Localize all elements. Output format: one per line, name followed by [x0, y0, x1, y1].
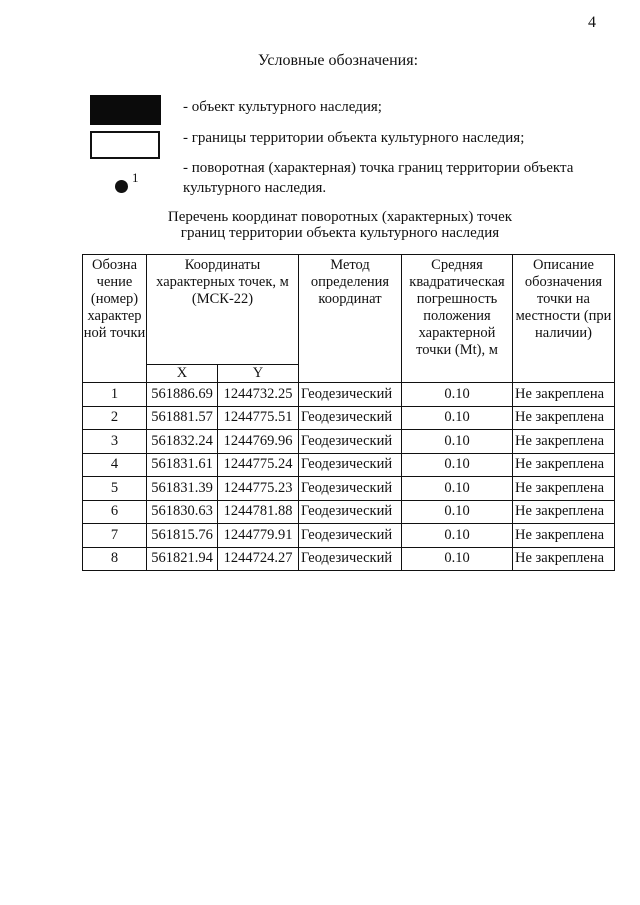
method-value: Геодезический [299, 453, 402, 477]
header-description: Описание обозначения точки на местности (при наличии) [513, 255, 615, 383]
coordinates-table [82, 254, 615, 571]
description-value: Не закреплена [513, 500, 615, 524]
description-value: Не закреплена [513, 477, 615, 501]
x-value: 561815.76 [147, 524, 218, 548]
point-number: 5 [83, 477, 147, 501]
accuracy-value: 0.10 [402, 524, 513, 548]
accuracy-value: 0.10 [402, 500, 513, 524]
header-coordinates: Координаты характерных точек, м (МСК-22) [147, 255, 299, 365]
x-value: 561831.39 [147, 477, 218, 501]
method-value: Геодезический [299, 524, 402, 548]
point-number: 6 [83, 500, 147, 524]
point-number: 1 [83, 383, 147, 407]
legend-item-point-label: - поворотная (характерная) точка границ территории объекта культурного наследия. [183, 160, 574, 196]
method-value: Геодезический [299, 477, 402, 501]
description-value: Не закреплена [513, 524, 615, 548]
turning-point-marker-label: 1 [132, 170, 139, 185]
table-row [83, 547, 615, 571]
accuracy-value: 0.10 [402, 383, 513, 407]
coordinates-list-title [150, 209, 530, 241]
header-y: Y [218, 365, 299, 383]
y-value: 1244775.23 [218, 477, 299, 501]
accuracy-value: 0.10 [402, 406, 513, 430]
header-method: Метод определения координат [299, 255, 402, 383]
header-accuracy: Средняя квадратическая погрешность положения характерной точки (Mt), м [402, 255, 513, 383]
header-x: X [147, 365, 218, 383]
table-row [83, 477, 615, 501]
table-row [83, 430, 615, 454]
y-value: 1244732.25 [218, 383, 299, 407]
table-row [83, 383, 615, 407]
list-title-line-2: границ территории объекта культурного наследия [180, 225, 500, 241]
legend-item-object-label: - объект культурного наследия; [183, 99, 382, 115]
x-value: 561821.94 [147, 547, 218, 571]
accuracy-value: 0.10 [402, 477, 513, 501]
point-number: 3 [83, 430, 147, 454]
x-value: 561831.61 [147, 453, 218, 477]
y-value: 1244779.91 [218, 524, 299, 548]
point-number: 2 [83, 406, 147, 430]
table-row [83, 500, 615, 524]
y-value: 1244775.51 [218, 406, 299, 430]
accuracy-value: 0.10 [402, 430, 513, 454]
description-value: Не закреплена [513, 406, 615, 430]
description-value: Не закреплена [513, 453, 615, 477]
method-value: Геодезический [299, 406, 402, 430]
x-value: 561881.57 [147, 406, 218, 430]
point-number: 4 [83, 453, 147, 477]
table-row [83, 406, 615, 430]
y-value: 1244775.24 [218, 453, 299, 477]
header-designation: Обозна чение (номер) характер ной точки [83, 255, 147, 383]
y-value: 1244769.96 [218, 430, 299, 454]
x-value: 561830.63 [147, 500, 218, 524]
legend-item-boundary-label: - границы территории объекта культурного наследия; [183, 130, 525, 146]
method-value: Геодезический [299, 383, 402, 407]
y-value: 1244724.27 [218, 547, 299, 571]
x-value: 561832.24 [147, 430, 218, 454]
description-value: Не закреплена [513, 430, 615, 454]
description-value: Не закреплена [513, 383, 615, 407]
accuracy-value: 0.10 [402, 453, 513, 477]
table-row [83, 524, 615, 548]
legend-title: Условные обозначения: [258, 52, 419, 69]
heritage-object-symbol [90, 95, 161, 125]
method-value: Геодезический [299, 500, 402, 524]
method-value: Геодезический [299, 430, 402, 454]
y-value: 1244781.88 [218, 500, 299, 524]
table-row [83, 453, 615, 477]
x-value: 561886.69 [147, 383, 218, 407]
list-title-line-1: Перечень координат поворотных (характерных) точек [167, 209, 513, 225]
turning-point-symbol [115, 180, 128, 193]
accuracy-value: 0.10 [402, 547, 513, 571]
point-number: 7 [83, 524, 147, 548]
description-value: Не закреплена [513, 547, 615, 571]
point-number: 8 [83, 547, 147, 571]
page-number: 4 [588, 14, 596, 31]
territory-boundary-symbol [90, 131, 160, 159]
method-value: Геодезический [299, 547, 402, 571]
